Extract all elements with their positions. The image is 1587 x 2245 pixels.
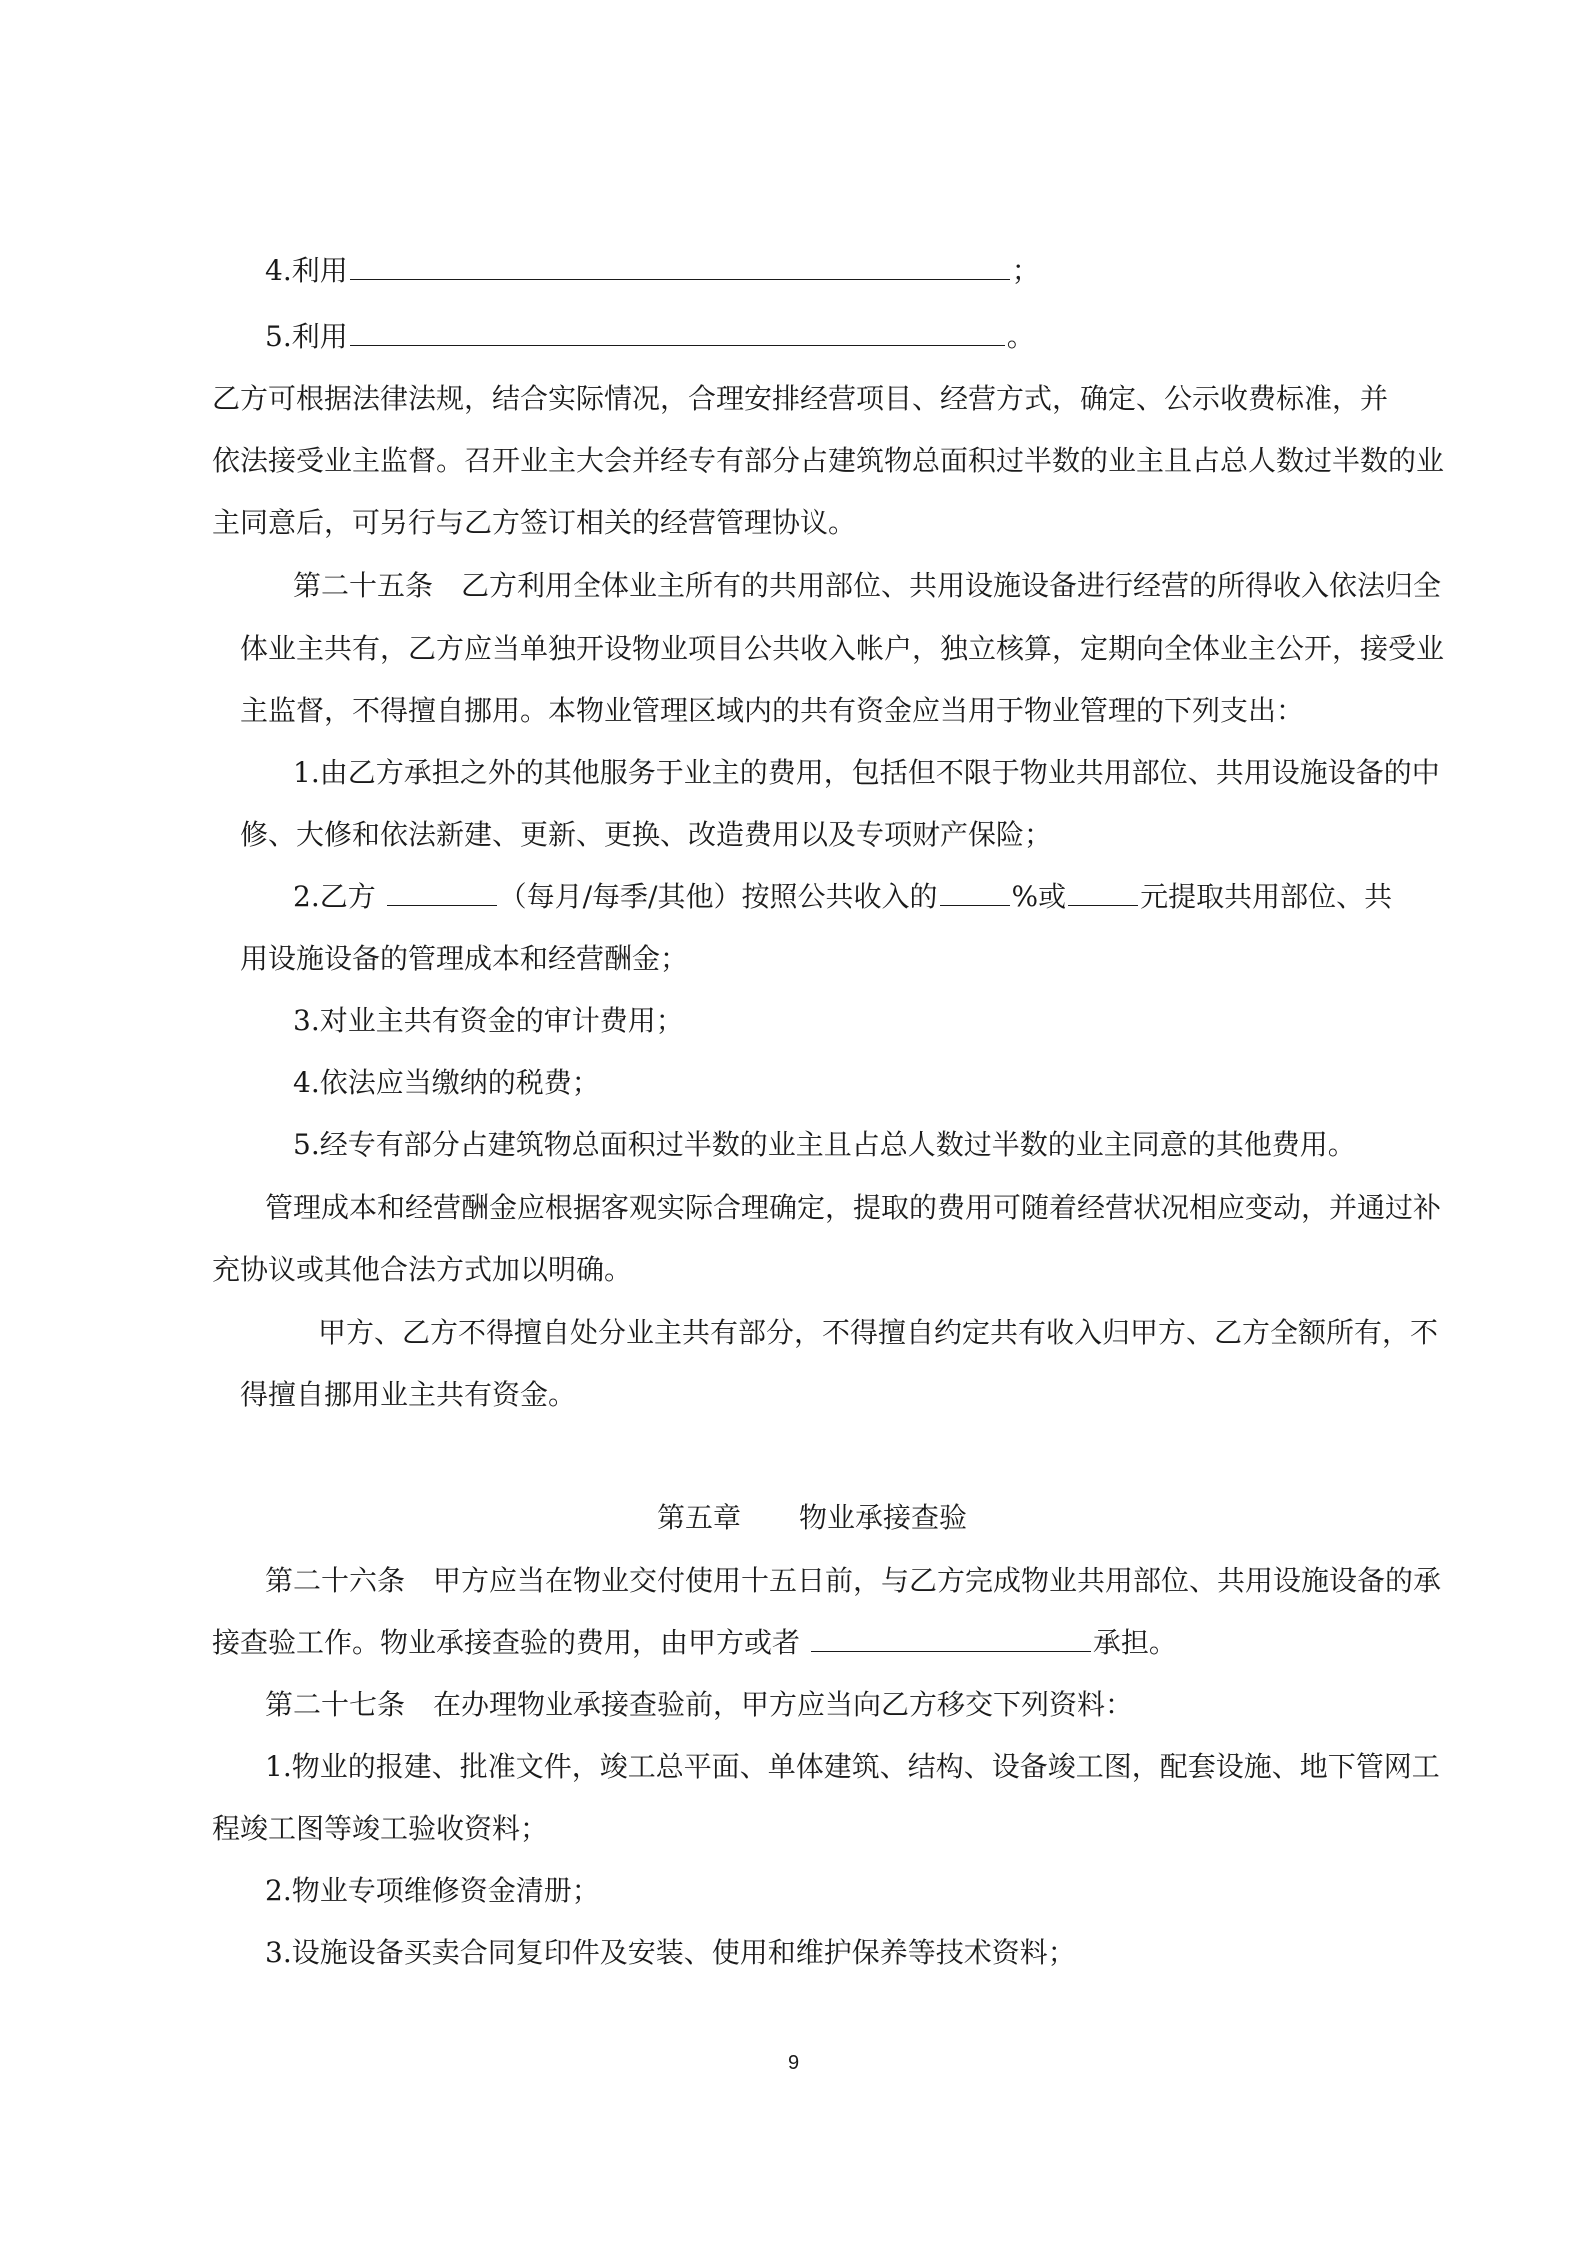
expense-item-5: 5.经专有部分占建筑物总面积过半数的业主且占总人数过半数的业主同意的其他费用。: [293, 1128, 1356, 1161]
chapter-title: 物业承接查验: [799, 1501, 968, 1534]
page-number: 9: [787, 2052, 800, 2074]
paragraph-line: 主同意后，可另行与乙方签订相关的经营管理协议。: [212, 506, 857, 539]
document-item-2: 2.物业专项维修资金清册；: [265, 1874, 600, 1907]
chapter-heading: [657, 1498, 967, 1538]
article-27-line: 第二十七条 在办理物业承接查验前，甲方应当向乙方移交下列资料：: [265, 1688, 1134, 1721]
expense-item-1: 1.由乙方承担之外的其他服务于业主的费用，包括但不限于物业共用部位、共用设施设备的中: [293, 756, 1440, 789]
paragraph-line: 依法接受业主监督。召开业主大会并经专有部分占建筑物总面积过半数的业主且占总人数过半数的业: [212, 444, 1445, 477]
document-item-3: 3.设施设备买卖合同复印件及安装、使用和维护保养等技术资料；: [265, 1936, 1076, 1969]
paragraph-line: 充协议或其他合法方式加以明确。: [212, 1253, 633, 1286]
article-26-line: 接查验工作。物业承接查验的费用，由甲方或者 承担。: [212, 1623, 1177, 1663]
paragraph-line: 乙方可根据法律法规，结合实际情况，合理安排经营项目、经营方式，确定、公示收费标准，并: [212, 382, 1389, 415]
fill-blank: [1068, 877, 1138, 906]
article-25-line: 主监督，不得擅自挪用。本物业管理区域内的共有资金应当用于物业管理的下列支出：: [240, 694, 1305, 727]
document-item-1: 1.物业的报建、批准文件，竣工总平面、单体建筑、结构、设备竣工图，配套设施、地下管网工: [265, 1750, 1440, 1783]
list-item-use-5: 5.利用 。: [265, 317, 1035, 357]
expense-item-4: 4.依法应当缴纳的税费；: [293, 1066, 600, 1099]
fill-blank: [940, 877, 1010, 906]
fill-blank: [350, 317, 1005, 346]
fill-blank: [387, 877, 497, 906]
chapter-number: 第五章: [657, 1501, 742, 1534]
paragraph-line: 得擅自挪用业主共有资金。: [240, 1378, 577, 1411]
expense-item-1: 修、大修和依法新建、更新、更换、改造费用以及专项财产保险；: [240, 818, 1053, 851]
article-26-line: 第二十六条 甲方应当在物业交付使用十五日前，与乙方完成物业共用部位、共用设施设备的承: [265, 1564, 1442, 1597]
fill-blank: [811, 1623, 1091, 1652]
expense-item-2: 用设施设备的管理成本和经营酬金；: [240, 942, 689, 975]
fill-blank: [350, 251, 1010, 280]
article-25-line: 第二十五条 乙方利用全体业主所有的共用部位、共用设施设备进行经营的所得收入依法归全: [293, 569, 1442, 602]
list-item-use-4: 4.利用 ；: [265, 251, 1040, 291]
article-25-line: 体业主共有，乙方应当单独开设物业项目公共收入帐户，独立核算，定期向全体业主公开，接受业: [240, 632, 1445, 665]
expense-item-3: 3.对业主共有资金的审计费用；: [293, 1004, 684, 1037]
paragraph-line: 管理成本和经营酬金应根据客观实际合理确定，提取的费用可随着经营状况相应变动，并通过补: [265, 1191, 1442, 1224]
document-item-1: 程竣工图等竣工验收资料；: [212, 1812, 549, 1845]
paragraph-line: 甲方、乙方不得擅自处分业主共有部分，不得擅自约定共有收入归甲方、乙方全额所有，不: [318, 1316, 1439, 1349]
expense-item-2: 2.乙方 （每月/每季/其他）按照公共收入的 %或 元提取共用部位、共: [293, 877, 1392, 917]
